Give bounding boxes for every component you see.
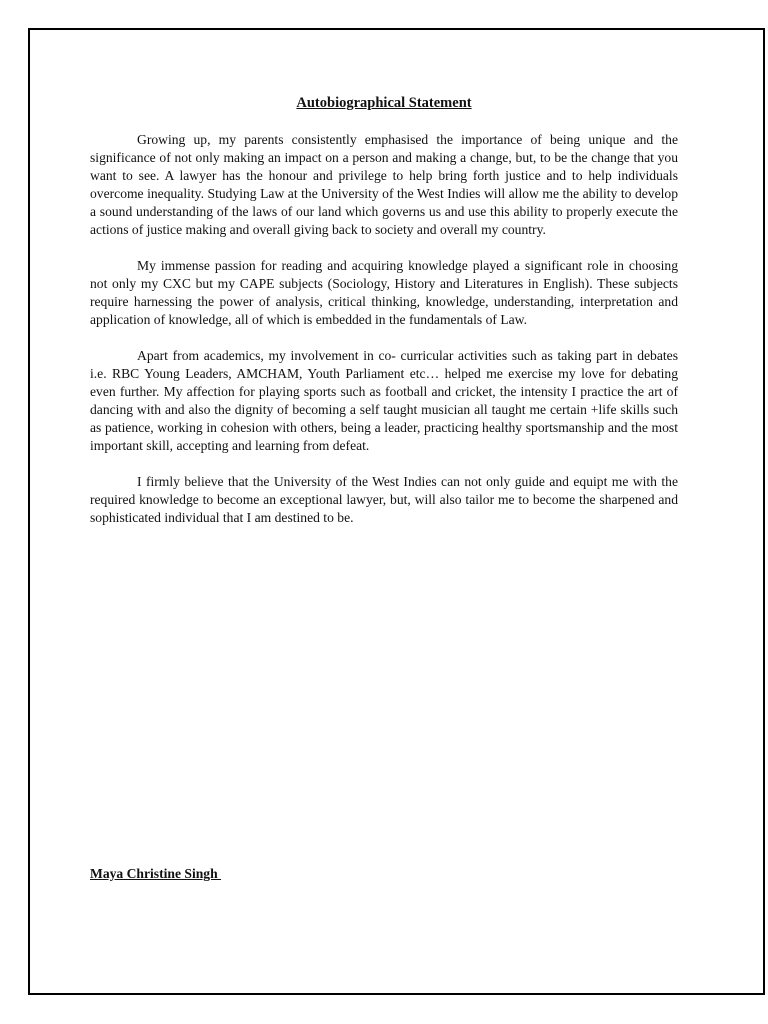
paragraph-3: Apart from academics, my involvement in co- curricular activities such as taking part in debates i.e. RBC Young Leaders, AMCHAM, Youth Parliament etc… helped me exercise my love for debating even further. My affection for playing sports such as football and cricket, the intensity I practice the art of dancing with and also the dignity of becoming a self taught musician all taught me certain +life skills such as patience, working in cohesion with others, being a leader, practicing healthy sportsmanship and the most important skill, accepting and learning from defeat. bbox=[90, 348, 678, 453]
signature-name: Maya Christine Singh bbox=[90, 866, 222, 881]
paragraph-2: My immense passion for reading and acquiring knowledge played a significant role in choosing not only my CXC but my CAPE subjects (Sociology, History and Literatures in English). These subjects require harnessing the power of analysis, critical thinking, knowledge, understanding, interpretation and application of knowledge, all of which is embedded in the fundamentals of Law. bbox=[90, 258, 678, 327]
paragraph-1: Growing up, my parents consistently emphasised the importance of being unique and the significance of not only making an impact on a person and making a change, but, to be the change that you want to see. A lawyer has the honour and privilege to help bring forth justice and to help individuals overcome inequality. Studying Law at the University of the West Indies will allow me the ability to develop a sound understanding of the laws of our land which governs us and use this ability to properly execute the actions of justice making and overall giving back to society and overall my country. bbox=[90, 132, 678, 237]
document-title: Autobiographical Statement bbox=[296, 95, 472, 111]
paragraph-4: I firmly believe that the University of the West Indies can not only guide and equipt me with the required knowledge to become an exceptional lawyer, but, will also tailor me to become the sharpened and sophisticated individual that I am destined to be. bbox=[90, 474, 678, 525]
document-body bbox=[90, 93, 678, 545]
